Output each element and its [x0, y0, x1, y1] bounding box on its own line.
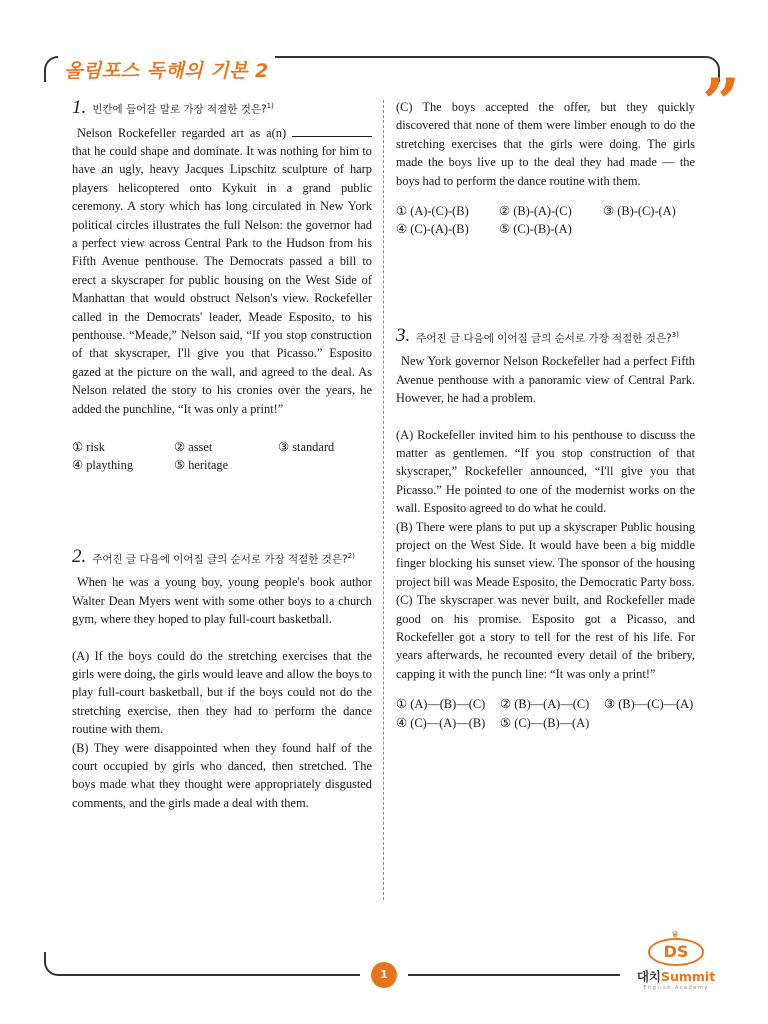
question-2-heading — [72, 548, 372, 569]
question-3-number: 3. — [396, 325, 411, 347]
question-1-prompt: 빈칸에 들어갈 말로 가장 적절한 것은? — [92, 103, 267, 116]
question-2-intro: When he was a young boy, young people's book author Walter Dean Myers went with some other boys to a church gym, where they hoped to play full-court basketball. — [72, 575, 372, 627]
choice-3[interactable]: ③ (B)-(C)-(A) — [603, 204, 676, 219]
choice-2[interactable]: ② (B)—(A)—(C) — [500, 697, 590, 712]
choice-1[interactable]: ① risk — [72, 440, 105, 454]
choice-1[interactable]: ① (A)—(B)—(C) — [396, 697, 486, 712]
question-2-choices — [396, 202, 695, 239]
question-3-footnote: 3) — [671, 330, 679, 339]
left-column — [72, 98, 372, 812]
question-3-heading — [396, 327, 695, 348]
question-2-prompt: 주어진 글 다음에 이어질 글의 순서로 가장 적절한 것은? — [92, 553, 348, 566]
crown-icon: ♛ — [671, 930, 680, 940]
choice-3[interactable]: ③ standard — [278, 440, 335, 454]
page-number: 1 — [371, 962, 397, 988]
logo-badge — [648, 930, 704, 966]
question-3-choices — [396, 695, 695, 732]
choice-4[interactable]: ④ (C)—(A)—(B) — [396, 715, 486, 730]
logo-name-en: Summit — [660, 969, 716, 984]
question-3-paragraph-a: (A) Rockefeller invited him to his penthouse to discuss the matter as gentlemen. “If you stop construction of that skyscraper,” Rockefeller announced, “I'll give you that Picasso.” He pointed to one of the modernist works on the wall. Esposito agreed to do what he could. — [396, 427, 695, 516]
logo-name — [628, 967, 724, 985]
footer-line-left — [44, 952, 360, 976]
question-1-number: 1. — [72, 96, 87, 118]
question-3-prompt: 주어진 글 다음에 이어질 글의 순서로 가장 적절한 것은? — [416, 332, 672, 345]
choice-5[interactable]: ⑤ (C)—(B)—(A) — [500, 715, 590, 730]
passage-text-after-blank: that he could shape and dominate. It was nothing for him to have an ugly, heavy Jacques Lipschitz sculpture of harp players helicoptered onto Kykuit in a grand public ceremony. A story which has long circulated in New York political circles illustrates the full Nelson: the governor had a perfect view across Central Park to the Hudson from his Fifth Avenue penthouse. The Democrats passed a bill to erect a skyscraper for public housing on the West Side of Manhattan that would obstruct Nelson's view. Rockefeller called in the Democrats' leader, Meade Esposito, to his penthouse. “Meade,” Nelson said, “If you stop construction of that skyscraper, I'll give you that Picasso.” Esposito gazed at the picture on the wall, and agreed to the deal. As Nelson related the story to his cronies over the years, he added the punchline, “It was only a print!” — [72, 143, 372, 416]
choice-1[interactable]: ① (A)-(C)-(B) — [396, 204, 469, 219]
choice-5[interactable]: ⑤ heritage — [174, 458, 229, 473]
passage-text-before-blank: Nelson Rockefeller regarded art as a(n) — [77, 125, 287, 140]
right-column — [396, 98, 695, 732]
question-2-footnote: 2) — [347, 551, 355, 560]
question-2-number: 2. — [72, 546, 87, 568]
question-1-passage — [72, 124, 372, 419]
question-2-paragraph-c: (C) The boys accepted the offer, but they quickly discovered that none of them were limber enough to do the stretching exercises that the girls were doing. The girls made the boys live up to the deal they had made — the boys had to perform the dance routine with them. — [396, 100, 695, 188]
choice-4[interactable]: ④ plaything — [72, 458, 134, 473]
page-title: 올림포스 독해의 기본 2 — [58, 56, 275, 83]
choice-4[interactable]: ④ (C)-(A)-(B) — [396, 222, 469, 237]
logo-subtitle: English Academy — [643, 985, 709, 991]
column-divider — [383, 100, 384, 900]
choice-5[interactable]: ⑤ (C)-(B)-(A) — [499, 222, 572, 237]
choice-2[interactable]: ② asset — [174, 440, 213, 454]
question-1-footnote: 1) — [266, 102, 274, 110]
logo-name-kr: 대치 — [636, 969, 661, 984]
logo-badge-text: DS — [663, 942, 689, 961]
question-1-heading — [72, 98, 372, 119]
question-2-paragraph-b: (B) They were disappointed when they found half of the court occupied by girls who danced, then stretched. The boys made what they thought were appropriately disgusted comments, and the girls made a deal with them. — [72, 740, 372, 810]
footer-line-right — [408, 952, 620, 976]
academy-logo — [628, 930, 724, 998]
answer-blank — [292, 125, 372, 137]
quote-mark-icon: ” — [702, 64, 740, 142]
question-3-intro: New York governor Nelson Rockefeller had a perfect Fifth Avenue penthouse with a panoramic view of Central Park. However, he had a problem. — [396, 354, 695, 406]
question-3-paragraph-b: (B) There were plans to put up a skyscraper Public housing project on the West Side. It would have been a big middle finger blocking his sunset view. The sponsor of the housing project bill was Meade Esposito, the Democratic Party boss. — [396, 519, 695, 589]
question-3-paragraph-c: (C) The skyscraper was never built, and Rockefeller made good on his promise. Esposito got a Picasso, and Rockefeller got a story to tell for the rest of his life. For years afterwards, he recounted every detail of the bribery, capping it with the punch line: “It was only a print!” — [396, 593, 695, 681]
choice-3[interactable]: ③ (B)—(C)—(A) — [604, 697, 694, 712]
question-1-choices — [72, 438, 372, 475]
question-2-paragraph-a: (A) If the boys could do the stretching exercises that the girls were doing, the girls would leave and allow the boys to play full-court basketball, but if the boys could not do the stretching exercise, then they had to perform the dance routine with them. — [72, 648, 372, 737]
choice-2[interactable]: ② (B)-(A)-(C) — [499, 204, 572, 219]
